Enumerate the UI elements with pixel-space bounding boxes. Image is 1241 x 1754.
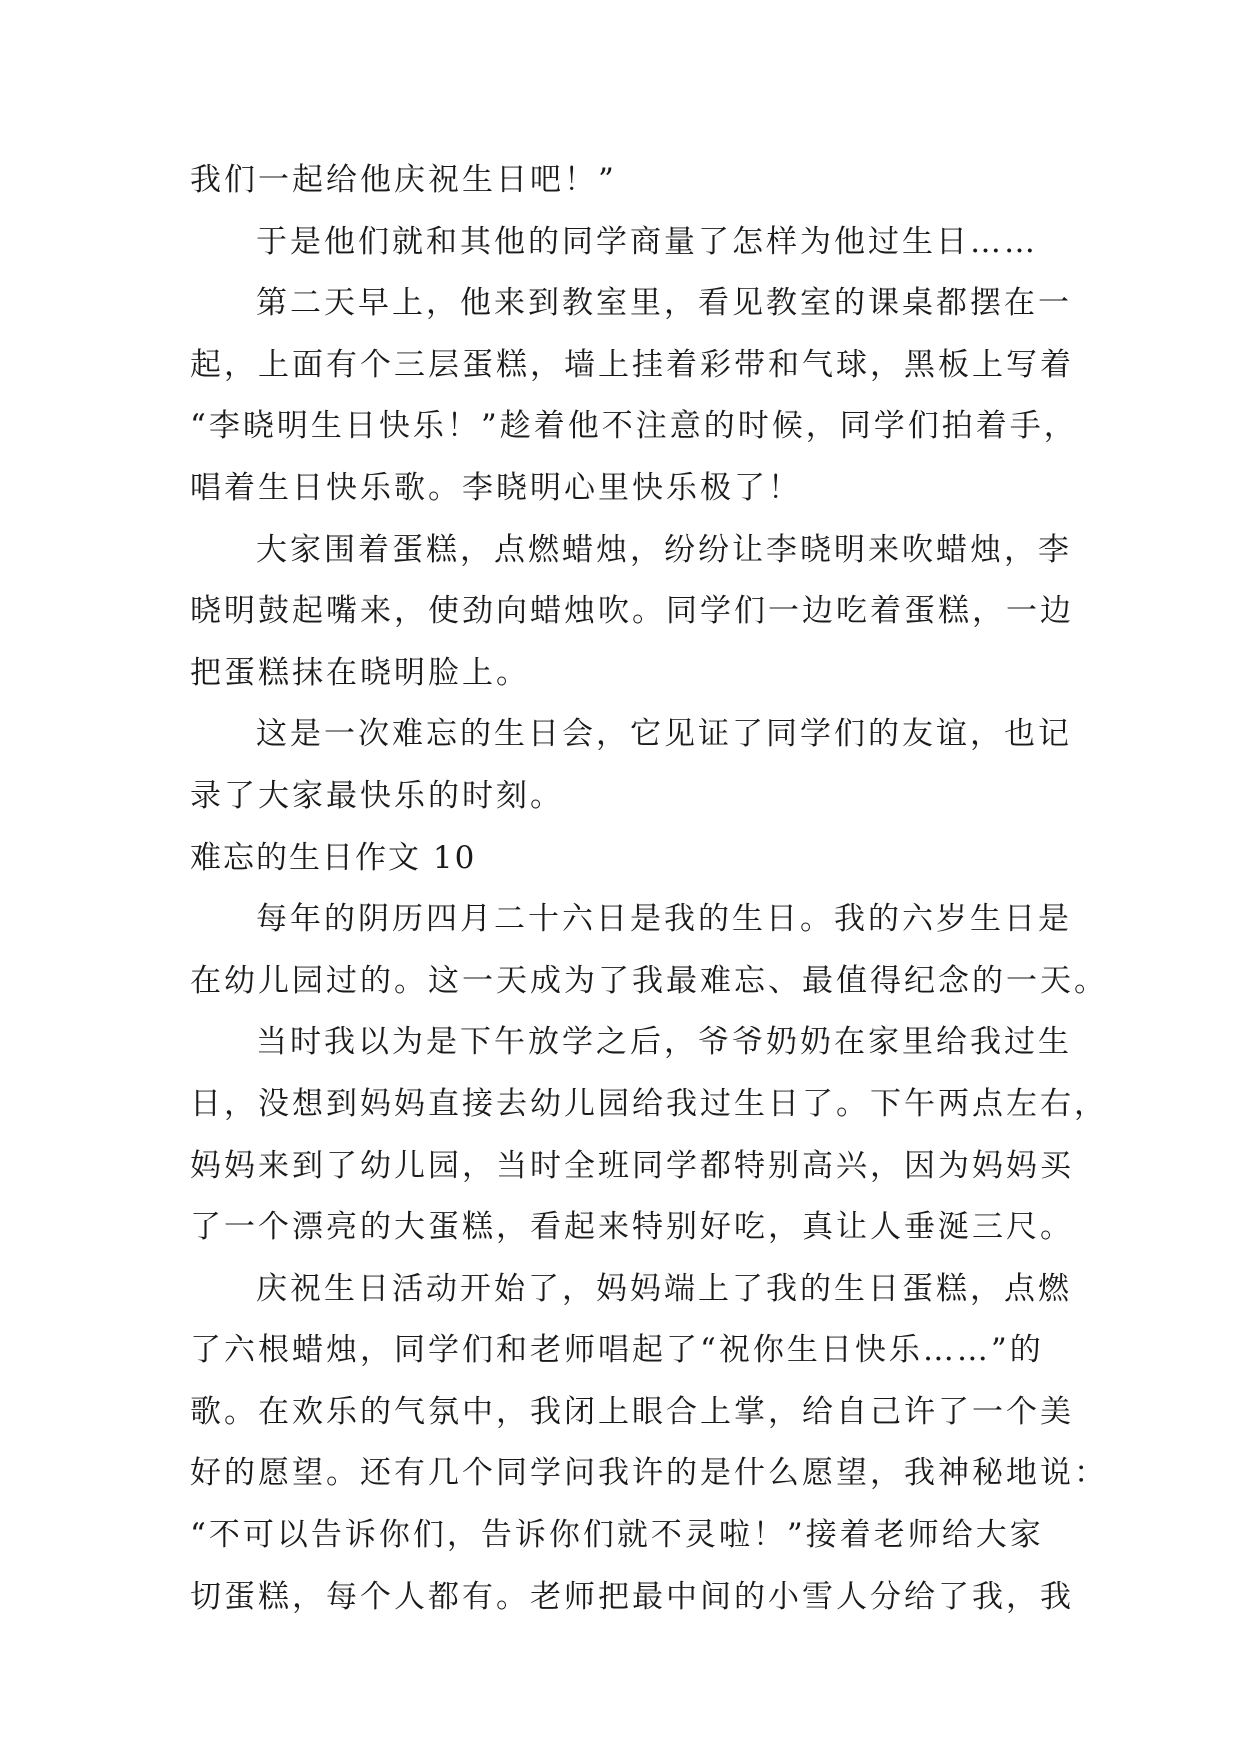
paragraph-line: 把蛋糕抹在晓明脸上。 (190, 654, 530, 691)
paragraph-line: 唱着生日快乐歌。李晓明心里快乐极了！ (190, 469, 802, 506)
paragraph-line: 录了大家最快乐的时刻。 (190, 777, 564, 814)
paragraph-line: 每年的阴历四月二十六日是我的生日。我的六岁生日是 (256, 901, 1072, 938)
document-body (190, 150, 1108, 1628)
paragraph-line: 起，上面有个三层蛋糕，墙上挂着彩带和气球，黑板上写着 (190, 346, 1074, 383)
paragraph-line: 我们一起给他庆祝生日吧！” (190, 162, 617, 198)
paragraph-line: 当时我以为是下午放学之后，爷爷奶奶在家里给我过生 (256, 1024, 1072, 1061)
paragraph-line: 于是他们就和其他的同学商量了怎样为他过生日…… (256, 223, 1038, 260)
paragraph-line: 好的愿望。还有几个同学问我许的是什么愿望，我神秘地说： (190, 1455, 1108, 1492)
paragraph-line: 妈妈来到了幼儿园，当时全班同学都特别高兴，因为妈妈买 (190, 1147, 1074, 1184)
paragraph-line: 歌。在欢乐的气氛中，我闭上眼合上掌，给自己许了一个美 (190, 1393, 1074, 1430)
paragraph-line: 了六根蜡烛，同学们和老师唱起了“祝你生日快乐……”的 (190, 1332, 1044, 1369)
section-heading: 难忘的生日作文 10 (190, 839, 477, 876)
paragraph-line: 切蛋糕，每个人都有。老师把最中间的小雪人分给了我，我 (190, 1578, 1074, 1615)
paragraph-line: “李晓明生日快乐！”趁着他不注意的时候，同学们拍着手， (190, 408, 1078, 445)
paragraph-line: 日，没想到妈妈直接去幼儿园给我过生日了。下午两点左右， (190, 1085, 1108, 1122)
paragraph-line: 在幼儿园过的。这一天成为了我最难忘、最值得纪念的一天。 (190, 962, 1108, 999)
paragraph-line: 了一个漂亮的大蛋糕，看起来特别好吃，真让人垂涎三尺。 (190, 1209, 1074, 1246)
paragraph-line: 大家围着蛋糕，点燃蜡烛，纷纷让李晓明来吹蜡烛，李 (256, 531, 1072, 568)
paragraph-line: “不可以告诉你们，告诉你们就不灵啦！”接着老师给大家 (190, 1517, 1044, 1554)
paragraph-line: 这是一次难忘的生日会，它见证了同学们的友谊，也记 (256, 716, 1072, 753)
paragraph-line: 第二天早上，他来到教室里，看见教室的课桌都摆在一 (256, 285, 1072, 322)
paragraph-line: 庆祝生日活动开始了，妈妈端上了我的生日蛋糕，点燃 (256, 1270, 1072, 1307)
paragraph-line: 晓明鼓起嘴来，使劲向蜡烛吹。同学们一边吃着蛋糕，一边 (190, 593, 1074, 630)
